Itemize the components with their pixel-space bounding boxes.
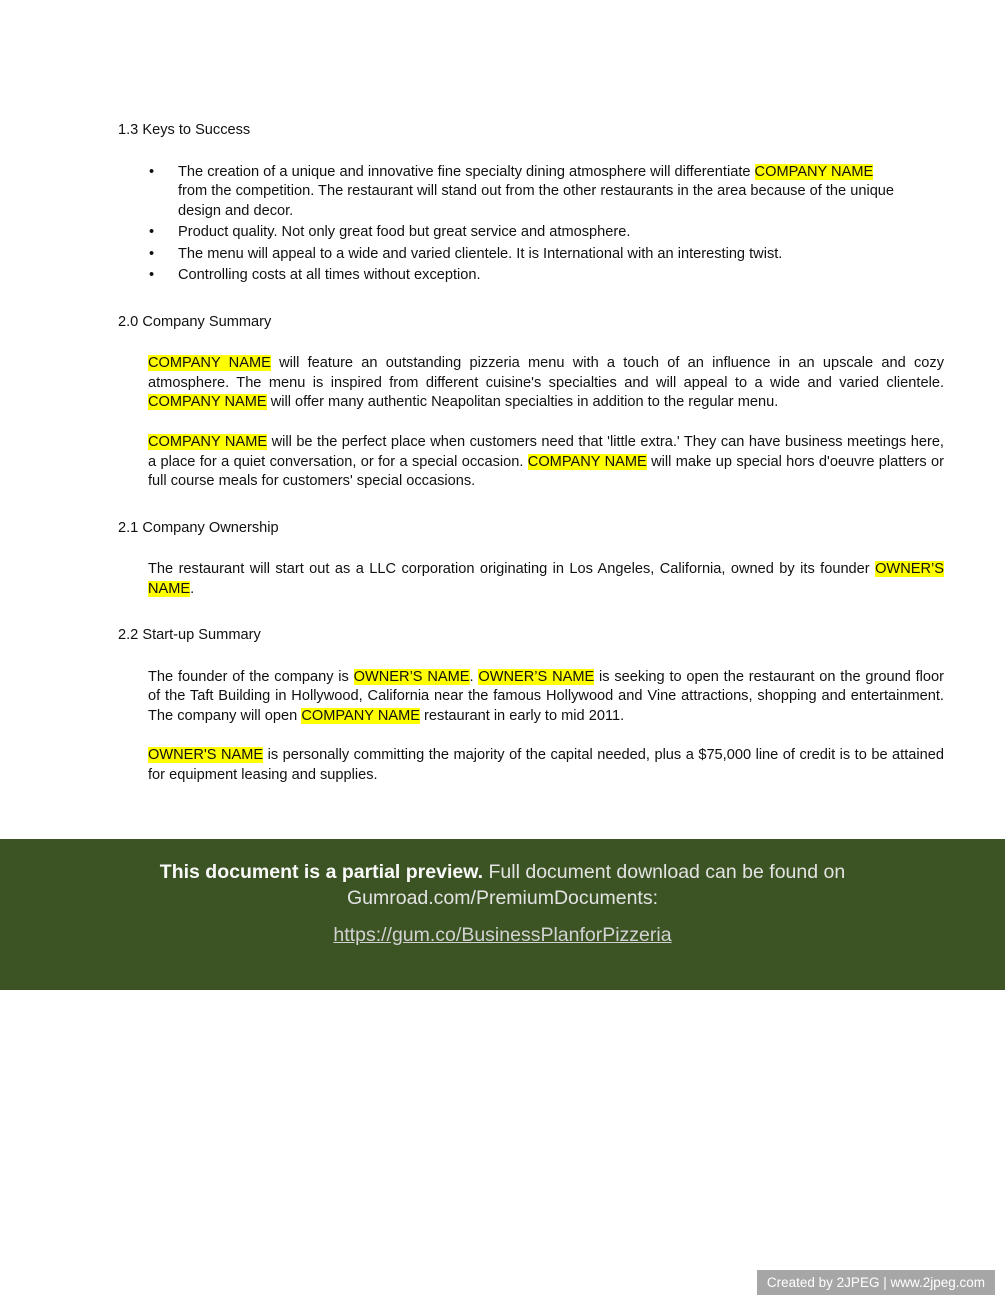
text-segment: will offer many authentic Neapolitan specialties in addition to the regular menu.	[266, 394, 779, 411]
highlighted-placeholder: OWNER’S NAME	[478, 668, 595, 685]
paragraph	[148, 560, 944, 599]
text-segment: .	[190, 580, 195, 597]
banner-link-row	[0, 922, 1005, 948]
paragraph	[148, 668, 944, 727]
text-segment: The menu will appeal to a wide and varied clientele. It is International with an interesting twist.	[178, 245, 783, 262]
highlighted-placeholder: COMPANY NAME	[148, 394, 267, 411]
highlighted-placeholder: COMPANY NAME	[301, 707, 420, 724]
highlighted-placeholder: OWNER’S NAME	[353, 668, 470, 685]
text-segment: restaurant in early to mid 2011.	[420, 707, 625, 724]
banner-rest-text: Full document download can be found on Gumroad.com/PremiumDocuments:	[346, 861, 846, 909]
highlighted-placeholder: COMPANY NAME	[754, 163, 874, 180]
document-content	[118, 121, 944, 806]
text-segment: will feature an outstanding pizzeria menu with a touch of an influence in an upscale and cozy atmosphere. The menu is inspired from different cuisine's specialties and will appeal to a wide and varied clientele.	[148, 355, 944, 391]
gumroad-link[interactable]: https://gum.co/BusinessPlanforPizzeria	[333, 924, 672, 946]
paragraph	[148, 433, 944, 492]
highlighted-placeholder: COMPANY NAME	[148, 355, 271, 372]
section-heading-company-summary: 2.0 Company Summary	[118, 313, 272, 330]
text-segment: The founder of the company is	[148, 668, 354, 685]
highlighted-placeholder: COMPANY NAME	[148, 434, 268, 451]
banner-lead-text: This document is a partial preview.	[159, 861, 484, 883]
paragraph	[148, 354, 944, 413]
section-heading-keys-to-success: 1.3 Keys to Success	[118, 122, 251, 138]
text-segment: .	[469, 668, 479, 685]
text-segment: will be the perfect place when customers need that 'little extra.' They can have business meetings here, a place for a quiet conversation, or for a special occasion.	[148, 434, 944, 470]
banner-message	[60, 859, 945, 911]
watermark-badge: Created by 2JPEG | www.2jpeg.com	[757, 1270, 995, 1296]
text-segment: is seeking to open the restaurant on the ground floor of the Taft Building in Hollywood, California near the famous Hollywood and Vine attractions, shopping and entertainment. The company will open	[148, 668, 944, 724]
text-segment: Product quality. Not only great food but great service and atmosphere.	[178, 224, 631, 241]
preview-banner	[0, 839, 1005, 990]
keys-to-success-list	[118, 163, 944, 286]
text-segment: is personally committing the majority of the capital needed, plus a $75,000 line of credit is to be attained for equipment leasing and supplies.	[148, 747, 944, 784]
list-item	[118, 266, 944, 286]
paragraph	[148, 746, 944, 785]
section-heading-startup-summary: 2.2 Start-up Summary	[118, 627, 261, 644]
list-item	[118, 163, 944, 222]
highlighted-placeholder: OWNER’S NAME	[148, 561, 944, 597]
text-segment: The restaurant will start out as a LLC corporation originating in Los Angeles, California, owned by its founder	[148, 561, 876, 578]
text-segment: Controlling costs at all times without exception.	[178, 267, 481, 284]
highlighted-placeholder: OWNER'S NAME	[148, 747, 264, 764]
text-segment: from the competition. The restaurant will stand out from the other restaurants in the area because of the unique design and decor.	[178, 183, 895, 219]
text-segment: The creation of a unique and innovative fine specialty dining atmosphere will differentiate	[178, 163, 755, 180]
section-heading-company-ownership: 2.1 Company Ownership	[118, 519, 279, 536]
list-item	[118, 245, 944, 265]
list-item	[118, 223, 944, 243]
text-segment: will make up special hors d'oeuvre platters or full course meals for customers' special occasions.	[148, 453, 944, 490]
highlighted-placeholder: COMPANY NAME	[527, 453, 647, 470]
